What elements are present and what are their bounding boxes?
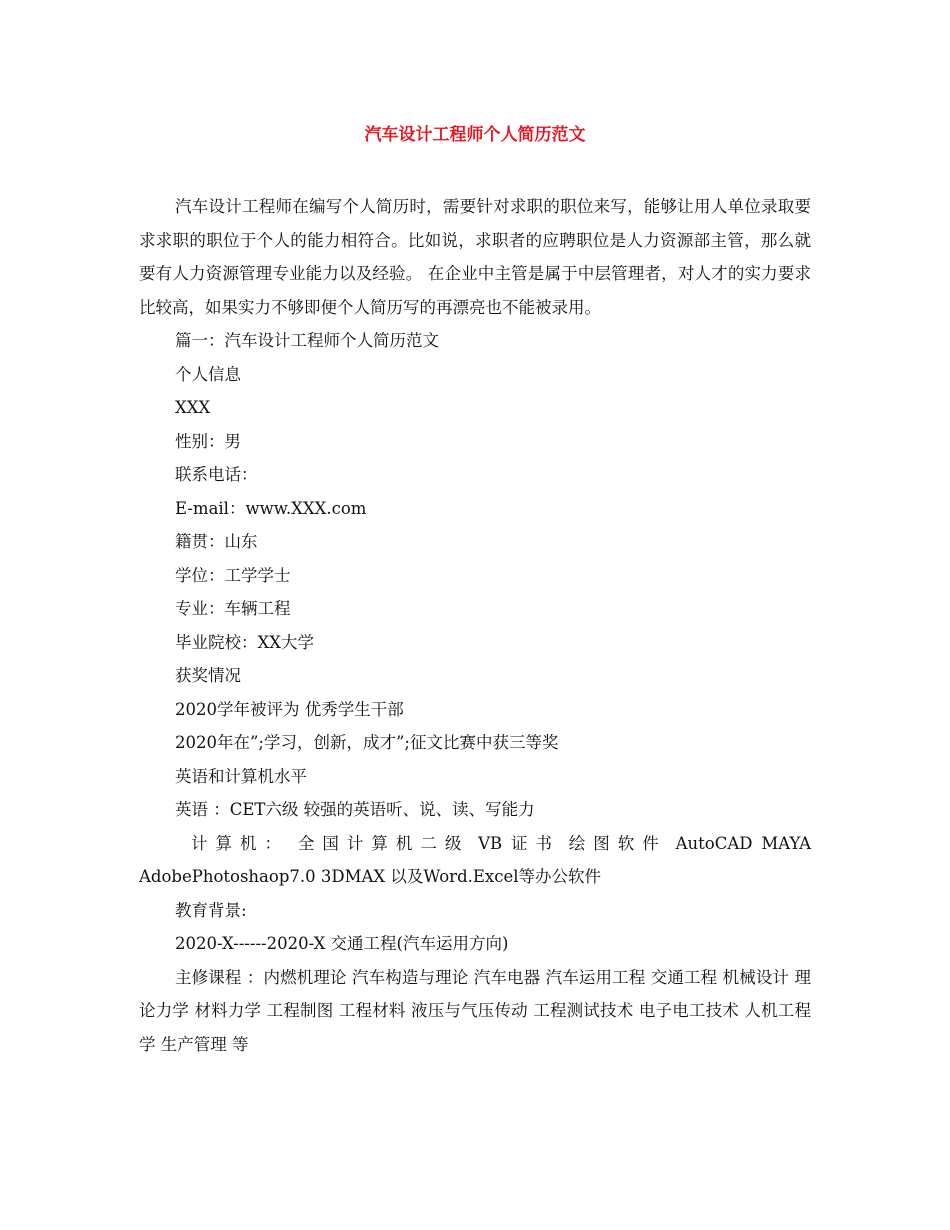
education-period: 2020-X------2020-X 交通工程(汽车运用方向) [175,934,509,953]
name-line: XXX [175,398,211,417]
awards-heading: 获奖情况 [175,666,241,685]
computer-label: 计算机： [191,833,289,853]
major-line: 专业：车辆工程 [175,599,291,618]
email-line: E-mail：www.XXX.com [175,498,367,518]
skills-heading: 英语和计算机水平 [175,766,307,786]
computer-skills-line-1 [139,827,811,861]
degree-line: 学位：工学学士 [175,565,291,585]
computer-item: 绘图软件 [568,833,667,853]
computer-item: AutoCAD [675,833,753,853]
computer-item: 证书 [510,833,560,853]
education-heading: 教育背景: [175,900,247,920]
personal-info-heading: 个人信息 [175,364,241,384]
gender-line: 性别：男 [175,431,241,451]
courses-paragraph: 主修课程 ：内燃机理论 汽车构造与理论 汽车电器 汽车运用工程 交通工程 机械设计 理论力学 材料力学 工程制图 工程材料 液压与气压传动 工程测试技术 电子电工技术 人机工程学 生产管理 等 [139,967,811,1054]
intro-paragraph: 汽车设计工程师在编写个人简历时，需要针对求职的职位来写，能够让用人单位录取要求求职的职位于个人的能力相符合。比如说，求职者的应聘职位是人力资源部主管，那么就要有人力资源管理专业能力以及经验。 在企业中主管是属于中层管理者，对人才的实力要求比较高，如果实力不够即便个人简历写的再漂亮也不能被录用。 [139,197,811,317]
award-line-1: 2020学年被评为 优秀学生干部 [175,699,404,719]
computer-skills [139,827,811,894]
hometown-line: 籍贯：山东 [175,532,258,551]
computer-skills-line-2: AdobePhotoshaop7.0 3DMAX 以及Word.Excel等办公软件 [139,867,602,886]
computer-item: MAYA [761,833,811,853]
award-line-2: 2020年在”;学习，创新，成才”;征文比赛中获三等奖 [175,733,559,752]
document-title: 汽车设计工程师个人简历范文 [364,125,586,145]
computer-item: VB [478,833,503,853]
computer-item: 全国计算机二级 [297,833,470,853]
phone-line: 联系电话： [175,465,258,484]
document-body [139,190,811,1061]
section-heading: 篇一：汽车设计工程师个人简历范文 [175,331,439,350]
english-line: 英语 ：CET六级 较强的英语听、说、读、写能力 [175,800,535,819]
school-line: 毕业院校：XX大学 [175,632,314,652]
